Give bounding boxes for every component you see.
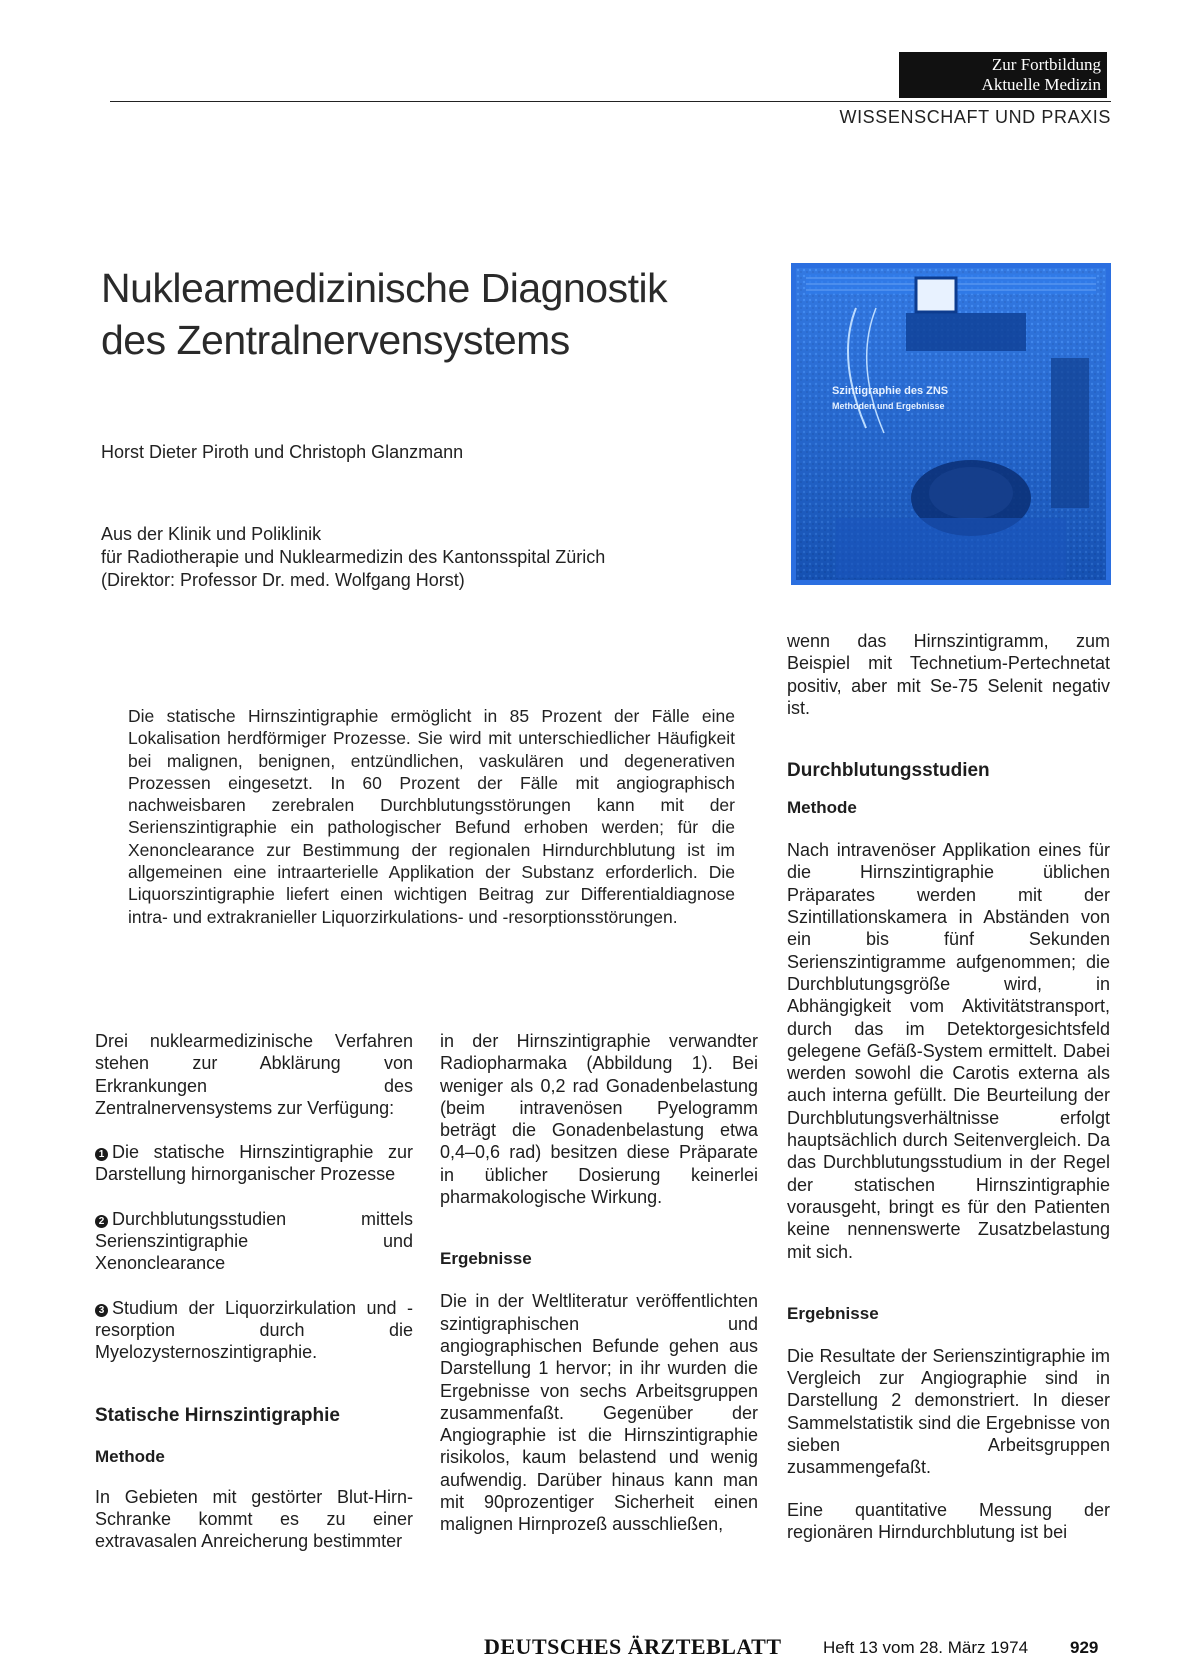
affiliation-line3: (Direktor: Professor Dr. med. Wolfgang Horst) (101, 570, 465, 590)
list-item: 1 Die statische Hirnszintigraphie zur Darstellung hirnorganischer Prozesse (95, 1142, 413, 1185)
body-paragraph: Die in der Weltliteratur veröffentlichten szintigraphischen und angiographischen Befunde gehen aus Darstellung 1 hervor; in ihr wurden die Ergebnisse von sechs Arbeitsgruppen zusammenfaßt. Gegenüber der Angiographie ist die Hirnszintigraphie risikolos, kaum belastend und wenig aufwendig. Darüber hinaus kann man mit 90prozentiger Sicherheit einen malignen Hirnprozeß ausschließen, (440, 1291, 758, 1535)
intro-paragraph: Drei nuklearmedizinische Verfahren stehen zur Abklärung von Erkrankungen des Zentralnervensystems zur Verfügung: (95, 1031, 413, 1118)
column-3 (787, 630, 1110, 1543)
header-rule (110, 101, 1111, 102)
body-paragraph: Eine quantitative Messung der regionären Hirndurchblutung ist bei (787, 1499, 1110, 1542)
list-item: 2 Durchblutungsstudien mittels Serienszintigraphie und Xenonclearance (95, 1208, 413, 1274)
authors: Horst Dieter Piroth und Christoph Glanzmann (101, 442, 464, 462)
title-line1: Nuklearmedizinische Diagnostik (101, 265, 668, 311)
column-2 (440, 1030, 758, 1536)
badge-line2: Aktuelle Medizin (981, 75, 1101, 94)
cover-photo (791, 263, 1111, 585)
body-paragraph: in der Hirnszintigraphie verwandter Radiopharmaka (Abbildung 1). Bei weniger als 0,2 rad Gonadenbelastung (beim intravenösen Pyelogramm beträgt die Gonadenbelastung etwa 0,4–0,6 rad) besitzen diese Präparate in üblicher Dosierung keinerlei pharmakologische Wirkung. (440, 1031, 758, 1208)
body-paragraph: Die Resultate der Serienszintigraphie im Vergleich zur Angiographie sind in Darstellung 2 demonstriert. In dieser Sammelstatistik sind die Ergebnisse von sieben Arbeitsgruppen zusammengefaßt. (787, 1345, 1110, 1478)
badge-line1: Zur Fortbildung (991, 55, 1101, 74)
subsection-heading: Methode (787, 798, 857, 818)
body-paragraph: Nach intravenöser Applikation eines für die Hirnszintigraphie üblichen Präparates werden mit der Szintillationskamera in Abständen von ein bis fünf Sekunden Serienszintigramme aufgenommen; die Durchblutungsgröße wird, in Abhängigkeit vom Aktivitätstransport, durch das im Detektorgesichtsfeld gelegene Gefäß-System ermittelt. Dabei werden sowohl die Carotis externa als auch interna gefüllt. Die Beurteilung der Durchblutungsverhältnisse erfolgt hauptsächlich durch Seitenvergleich. Da das Durchblutungsstudium in der Regel der statischen Hirnszintigraphie vorausgeht, bringt es für den Patienten keine nennenswerte Zusatzbelastung mit sich. (787, 840, 1110, 1262)
section-heading: Durchblutungsstudien (787, 760, 990, 782)
title-line2: des Zentralnervensystems (101, 317, 570, 363)
body-paragraph: wenn das Hirnszintigramm, zum Beispiel mit Technetium-Pertechnetat positiv, aber mit Se-75 Selenit negativ ist. (787, 631, 1110, 718)
subsection-heading: Methode (95, 1446, 165, 1466)
section-badge (899, 52, 1107, 98)
cover-text-line2: Methoden und Ergebnisse (832, 401, 945, 411)
issue-info: Heft 13 vom 28. März 1974 (823, 1638, 1029, 1657)
page-number: 929 (1070, 1638, 1099, 1657)
section-label: WISSENSCHAFT UND PRAXIS (839, 107, 1111, 127)
cover-illustration (796, 268, 1106, 580)
body-paragraph: In Gebieten mit gestörter Blut-Hirn-Schranke kommt es zu einer extravasalen Anreicherung bestimmter (95, 1486, 413, 1552)
number-3-icon: 3 (95, 1304, 108, 1317)
affiliation (101, 523, 605, 592)
number-1-icon: 1 (95, 1148, 108, 1161)
journal-name: DEUTSCHES ÄRZTEBLATT (484, 1634, 782, 1659)
cover-text-line1: Szintigraphie des ZNS (832, 385, 949, 397)
section-heading: Statische Hirnszintigraphie (95, 1404, 340, 1426)
abstract: Die statische Hirnszintigraphie ermöglicht in 85 Prozent der Fälle eine Lokalisation herdförmiger Prozesse. Sie wird mit unterschiedlicher Häufigkeit bei malignen, benignen, entzündlichen, vaskulären und degenerativen Prozessen eingesetzt. In 60 Prozent der Fälle mit angiographisch nachweisbaren zerebralen Durchblutungsstörungen kann mit der Serienszintigraphie ein pathologischer Befund erhoben werden; für die Xenonclearance zur Bestimmung der regionalen Hirndurchblutung ist im allgemeinen eine intraarterielle Applikation der Substanz erforderlich. Die Liquorszintigraphie liefert einen wichtigen Beitrag zur Differentialdiagnose intra- und extrakranieller Liquorzirkulations- und -resorptionsstörungen. (128, 706, 735, 927)
list-item: 3 Studium der Liquorzirkulation und -resorption durch die Myelozysternoszintigraphie. (95, 1297, 413, 1363)
affiliation-line1: Aus der Klinik und Poliklinik (101, 524, 322, 544)
column-1 (95, 1030, 413, 1552)
subsection-heading: Ergebnisse (440, 1249, 532, 1269)
affiliation-line2: für Radiotherapie und Nuklearmedizin des Kantonsspital Zürich (101, 547, 606, 567)
subsection-heading: Ergebnisse (787, 1303, 879, 1323)
number-2-icon: 2 (95, 1215, 108, 1228)
article-title (101, 262, 801, 366)
